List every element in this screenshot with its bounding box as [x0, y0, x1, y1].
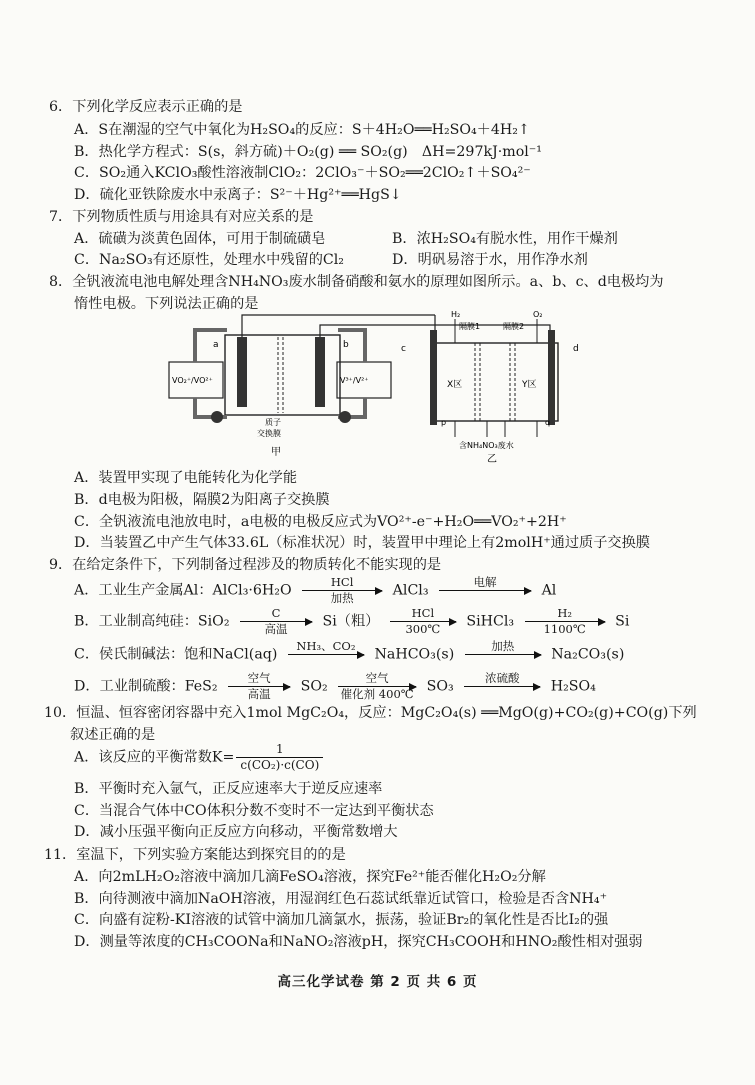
- q8-stem-1: 8．全钒液流电池电解处理含NH₄NO₃废水制备硝酸和氨水的原理如图所示。a、b、c、d电极均为: [49, 274, 664, 290]
- label-b: b: [343, 340, 349, 350]
- q7-stem: 7．下列物质性质与用途具有对应关系的是: [49, 209, 314, 225]
- q11-option-c: C．向盛有淀粉-KI溶液的试管中滴加几滴氯水，振荡，验证Br₂的氧化性是否比I₂的强: [74, 912, 609, 928]
- q6-option-b: B．热化学方程式：S(s，斜方硫)＋O₂(g) ══ SO₂(g) ΔH=297kJ·mol⁻¹: [74, 144, 542, 160]
- q9-option-d: D．工业制硫酸：FeS₂ 空气 高温 SO₂ 空气 催化剂 400℃ SO₃ 浓硫酸 H₂SO₄: [74, 671, 596, 701]
- label-h2: H₂: [451, 310, 461, 319]
- q8-option-b: B．d电极为阳极，隔膜2为阳离子交换膜: [74, 492, 330, 508]
- q8-stem-2: 惰性电极。下列说法正确的是: [74, 296, 259, 312]
- q9-stem: 9．在给定条件下，下列制备过程涉及的物质转化不能实现的是: [49, 557, 442, 573]
- label-yi: 乙: [487, 454, 497, 465]
- label-waste: 含NH₄NO₃废水: [459, 441, 514, 450]
- label-c: c: [401, 344, 406, 354]
- q11-option-b: B．向待测液中滴加NaOH溶液，用湿润红色石蕊试纸靠近试管口，检验是否含NH₄⁺: [74, 891, 608, 907]
- q9-option-a: A．工业生产金属Al：AlCl₃·6H₂O HCl 加热 AlCl₃ 电解 Al: [74, 575, 557, 605]
- label-a: a: [213, 340, 219, 350]
- q6-option-d: D．硫化亚铁除废水中汞离子：S²⁻＋Hg²⁺══HgS↓: [74, 187, 402, 203]
- q11-stem: 11．室温下，下列实验方案能达到探究目的的是: [44, 847, 346, 863]
- membrane-label-1: 质子: [265, 418, 281, 427]
- q9-option-b: B．工业制高纯硅：SiO₂ C 高温 Si（粗） HCl 300℃ SiHCl₃ $\frac{\text{H₂}}{1100℃}$ Si: [74, 606, 630, 636]
- q10-stem-1: 10．恒温、恒容密闭容器中充入1mol MgC₂O₄，反应：MgC₂O₄(s) ══MgO(g)+CO₂(g)+CO(g)下列: [44, 705, 697, 721]
- label-y-zone: Y区: [522, 380, 537, 390]
- q10-option-a: A．该反应的平衡常数K= $\frac{1}{\text{c(CO₂)·c(CO)}}$: [74, 742, 323, 773]
- q11-option-a: A．向2mLH₂O₂溶液中滴加几滴FeSO₄溶液，探究Fe²⁺能否催化H₂O₂分解: [74, 869, 546, 885]
- q10-option-c: C．当混合气体中CO体积分数不变时不一定达到平衡状态: [74, 803, 434, 819]
- q8-option-c: C．全钒液流电池放电时，a电极的电极反应式为VO²⁺-e⁻+H₂O══VO₂⁺+2H⁺: [74, 514, 567, 530]
- label-d: d: [573, 344, 579, 354]
- label-gemo1: 隔膜1: [459, 322, 481, 331]
- q6-stem: 6．下列化学反应表示正确的是: [49, 99, 243, 115]
- q8-option-a: A．装置甲实现了电能转化为化学能: [74, 470, 298, 486]
- page-footer: 高三化学试卷 第 2 页 共 6 页: [277, 974, 478, 990]
- q7-option-d: D．明矾易溶于水，用作净水剂: [392, 252, 588, 268]
- q7-option-c: C．Na₂SO₃有还原性，处理水中残留的Cl₂: [74, 252, 344, 268]
- q10-stem-2: 叙述正确的是: [70, 727, 156, 743]
- q7-option-a: A．硫磺为淡黄色固体，可用于制硫磺皂: [74, 231, 326, 247]
- membrane-label-2: 交换膜: [257, 429, 281, 438]
- q9-option-c: C．侯氏制碱法：饱和NaCl(aq) NH₃、CO₂ NaHCO₃(s) 加热 Na₂CO₃(s): [74, 639, 625, 663]
- q11-option-d: D．测量等浓度的CH₃COONa和NaNO₂溶液pH，探究CH₃COOH和HNO₂酸性相对强弱: [74, 934, 643, 950]
- label-gemo2: 隔膜2: [503, 322, 525, 331]
- label-o2: O₂: [533, 310, 543, 319]
- label-p: p: [441, 418, 447, 427]
- electrolysis-diagram: [165, 305, 605, 465]
- label-x-zone: X区: [447, 380, 463, 390]
- q10-option-d: D．减小压强平衡向正反应方向移动，平衡常数增大: [74, 824, 398, 840]
- q6-option-c: C．SO₂通入KClO₃酸性溶液制ClO₂：2ClO₃⁻＋SO₂══2ClO₂↑＋SO₄²⁻: [74, 165, 531, 181]
- q7-option-b: B．浓H₂SO₄有脱水性，用作干燥剂: [392, 231, 618, 247]
- label-jia: 甲: [271, 447, 281, 458]
- label-q: q: [545, 418, 551, 427]
- q10-option-b: B．平衡时充入氩气，正反应速率大于逆反应速率: [74, 781, 383, 797]
- left-tank-label: VO₂⁺/VO²⁺: [172, 376, 213, 385]
- q8-option-d: D．当装置乙中产生气体33.6L（标准状况）时，装置甲中理论上有2molH⁺通过质子交换膜: [74, 535, 650, 551]
- q6-option-a: A．S在潮湿的空气中氧化为H₂SO₄的反应：S＋4H₂O══H₂SO₄＋4H₂↑: [74, 122, 530, 138]
- right-tank-label: V³⁺/V²⁺: [340, 376, 369, 385]
